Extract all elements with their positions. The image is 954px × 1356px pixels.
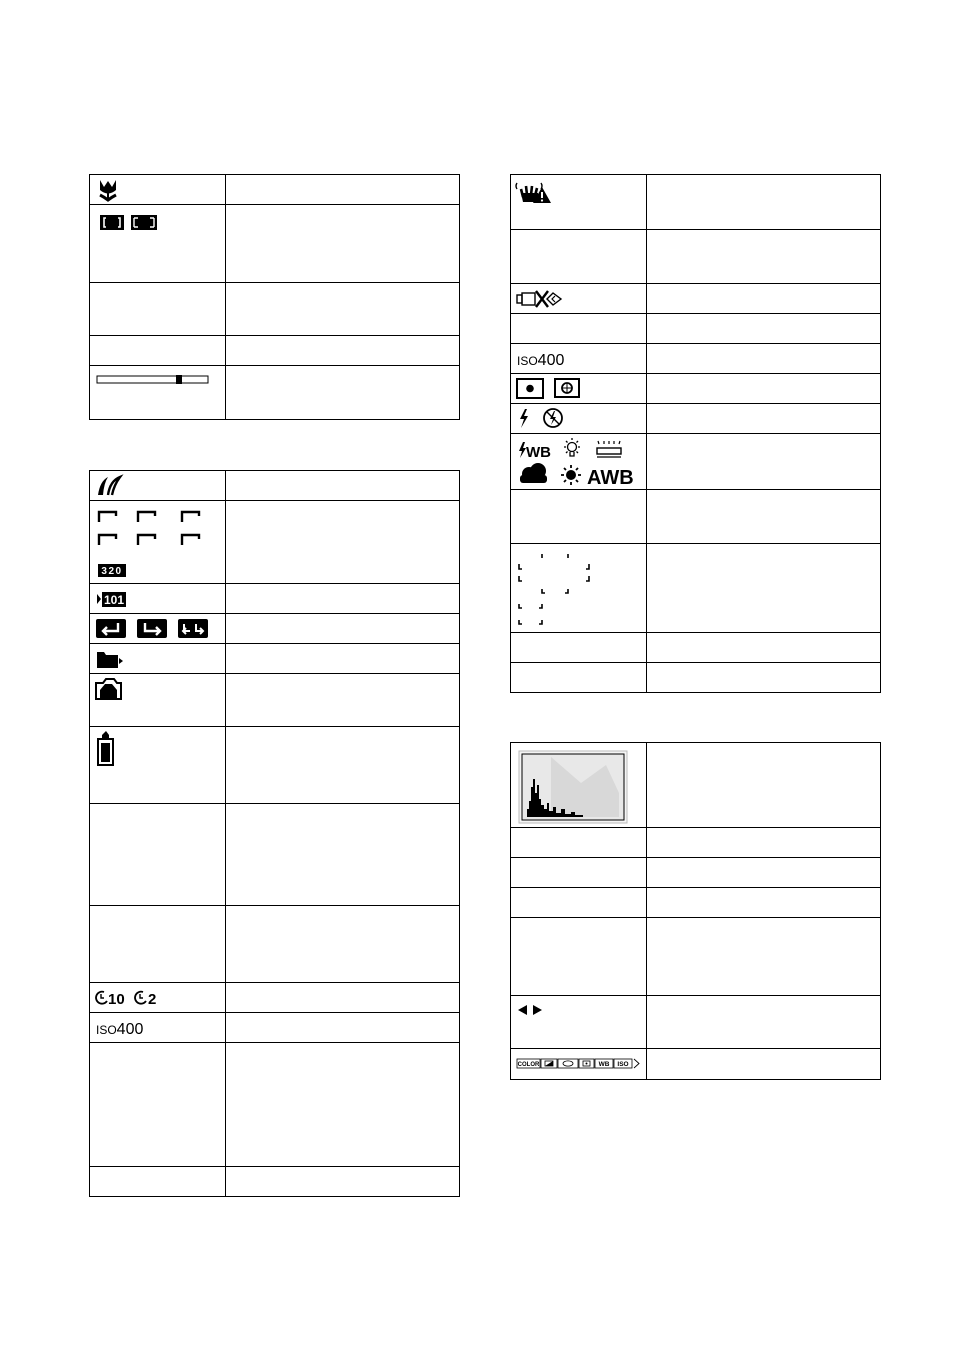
battery-description: [226, 727, 460, 804]
incandescent-icon: [564, 438, 580, 456]
image-size-cell: [90, 501, 226, 584]
folder-number-label: 101: [103, 593, 125, 607]
zoom-bar-cell: [90, 366, 226, 420]
indicator-table-right-2: [510, 742, 881, 1080]
flash-mode-icons: [511, 404, 647, 434]
metering-mode-icons: [511, 374, 647, 404]
indicator-table-right-1: [510, 174, 881, 693]
iso-description-right: [647, 344, 881, 374]
af-frame-description: [226, 205, 460, 283]
setting-bar-icon: [511, 1049, 647, 1080]
shake-warning-description: [647, 175, 881, 230]
blank-cell-g: [511, 230, 647, 284]
blank-description-l: [647, 828, 881, 858]
iso-prefix-right: ISO: [517, 354, 538, 368]
iso-value-left: 400: [116, 1021, 144, 1038]
daylight-icon: [561, 465, 581, 485]
self-timer-2-label: 2: [148, 991, 157, 1008]
pictbridge-description: [647, 284, 881, 314]
blank-cell-h: [511, 314, 647, 344]
recording-folder-cell: [90, 644, 226, 674]
blank-cell-f: [90, 1167, 226, 1197]
blank-description-d: [226, 906, 460, 983]
metering-cell: [511, 374, 647, 404]
iso-icon-left: [90, 1013, 226, 1043]
battery-remaining-icon: [90, 727, 226, 804]
blank-cell-i: [511, 490, 647, 544]
pictbridge-disconnect-icon: [511, 284, 647, 314]
iso-cell-left: [90, 1013, 226, 1043]
af-range-frame-icon: [90, 205, 226, 283]
fine-quality-icon: [90, 471, 226, 501]
blank-cell-j: [511, 633, 647, 663]
battery-cell: [90, 727, 226, 804]
blank-cell-k: [511, 663, 647, 693]
iso-value-right: 400: [537, 352, 565, 369]
self-timer-10-label: 10: [108, 991, 125, 1008]
file-number-icons: [90, 614, 226, 644]
navigation-arrows-cell: [511, 996, 647, 1049]
macro-description: [226, 175, 460, 205]
self-timer-cell: [90, 983, 226, 1013]
macro-tulip-icon: [90, 175, 226, 205]
folder-number-icon: [90, 584, 226, 614]
blank-description-c: [226, 804, 460, 906]
setting-bar-iso: ISO: [617, 1061, 629, 1068]
white-balance-icons: [511, 434, 647, 490]
blank-description-g: [647, 230, 881, 284]
af-frame-indicator-cell: [511, 544, 647, 633]
blank-description-a: [226, 283, 460, 336]
blank-description-j: [647, 633, 881, 663]
wb-flash-label: WB: [526, 444, 551, 461]
blank-description-o: [647, 918, 881, 996]
setting-bar-description: [647, 1049, 881, 1080]
flash-cell: [511, 404, 647, 434]
left-right-arrows-icon: [511, 996, 647, 1049]
iso-prefix-left: ISO: [96, 1023, 117, 1037]
blank-cell-l: [511, 828, 647, 858]
indicator-table-left-2: [89, 470, 460, 1197]
image-size-description: [226, 501, 460, 584]
navigation-arrows-description: [647, 996, 881, 1049]
macro-cell: [90, 175, 226, 205]
folder-number-description: [226, 584, 460, 614]
file-number-cell: [90, 614, 226, 644]
quality-cell: [90, 471, 226, 501]
af-frame-indicator-icons: [511, 544, 647, 633]
iso-description-left: [226, 1013, 460, 1043]
recording-folder-icon: [90, 644, 226, 674]
internal-memory-icon: [90, 674, 226, 727]
fluorescent-icon: [597, 441, 621, 457]
quality-description: [226, 471, 460, 501]
blank-description-b: [226, 336, 460, 366]
blank-description-k: [647, 663, 881, 693]
blank-cell-o: [511, 918, 647, 996]
zoom-scale-bar-icon: [90, 366, 226, 420]
blank-cell-n: [511, 888, 647, 918]
flash-wb-icon: [519, 442, 551, 461]
setting-bar-cell: [511, 1049, 647, 1080]
histogram-description: [647, 743, 881, 828]
awb-label: AWB: [587, 467, 634, 489]
setting-bar-wb: WB: [598, 1061, 610, 1068]
iso-cell-right: [511, 344, 647, 374]
blank-description-n: [647, 888, 881, 918]
pictbridge-cell: [511, 284, 647, 314]
self-timer-description: [226, 983, 460, 1013]
svg-text:ISO400: [96, 1021, 143, 1038]
blank-cell-e: [90, 1043, 226, 1167]
blank-cell-b: [90, 336, 226, 366]
blank-description-f: [226, 1167, 460, 1197]
setting-bar-color: COLOR: [517, 1062, 540, 1068]
zoom-bar-description: [226, 366, 460, 420]
folder-number-cell: [90, 584, 226, 614]
metering-description: [647, 374, 881, 404]
blank-cell-d: [90, 906, 226, 983]
histogram-thumbnail-icon: [511, 743, 647, 828]
blank-description-h: [647, 314, 881, 344]
svg-text:ISO400: [517, 352, 564, 369]
cloudy-icon: [520, 463, 547, 483]
indicator-table-left-1: [89, 174, 460, 420]
blank-description-e: [226, 1043, 460, 1167]
file-number-description: [226, 614, 460, 644]
blank-description-m: [647, 858, 881, 888]
memory-description: [226, 674, 460, 727]
blank-description-i: [647, 490, 881, 544]
self-timer-icons: [90, 983, 226, 1013]
blank-cell-a: [90, 283, 226, 336]
iso-icon-right: [511, 344, 647, 374]
blank-cell-m: [511, 858, 647, 888]
flash-description: [647, 404, 881, 434]
af-frame-indicator-description: [647, 544, 881, 633]
image-size-icons: [90, 501, 226, 584]
recording-folder-description: [226, 644, 460, 674]
self-timer-10-icon: [96, 991, 125, 1008]
white-balance-description: [647, 434, 881, 490]
white-balance-cell: [511, 434, 647, 490]
self-timer-2-icon: [135, 991, 156, 1008]
camera-shake-warning-icon: [511, 175, 647, 230]
af-frame-cell: [90, 205, 226, 283]
shake-warning-cell: [511, 175, 647, 230]
blank-cell-c: [90, 804, 226, 906]
histogram-cell: [511, 743, 647, 828]
movie-size-label: 320: [101, 566, 123, 577]
memory-cell: [90, 674, 226, 727]
